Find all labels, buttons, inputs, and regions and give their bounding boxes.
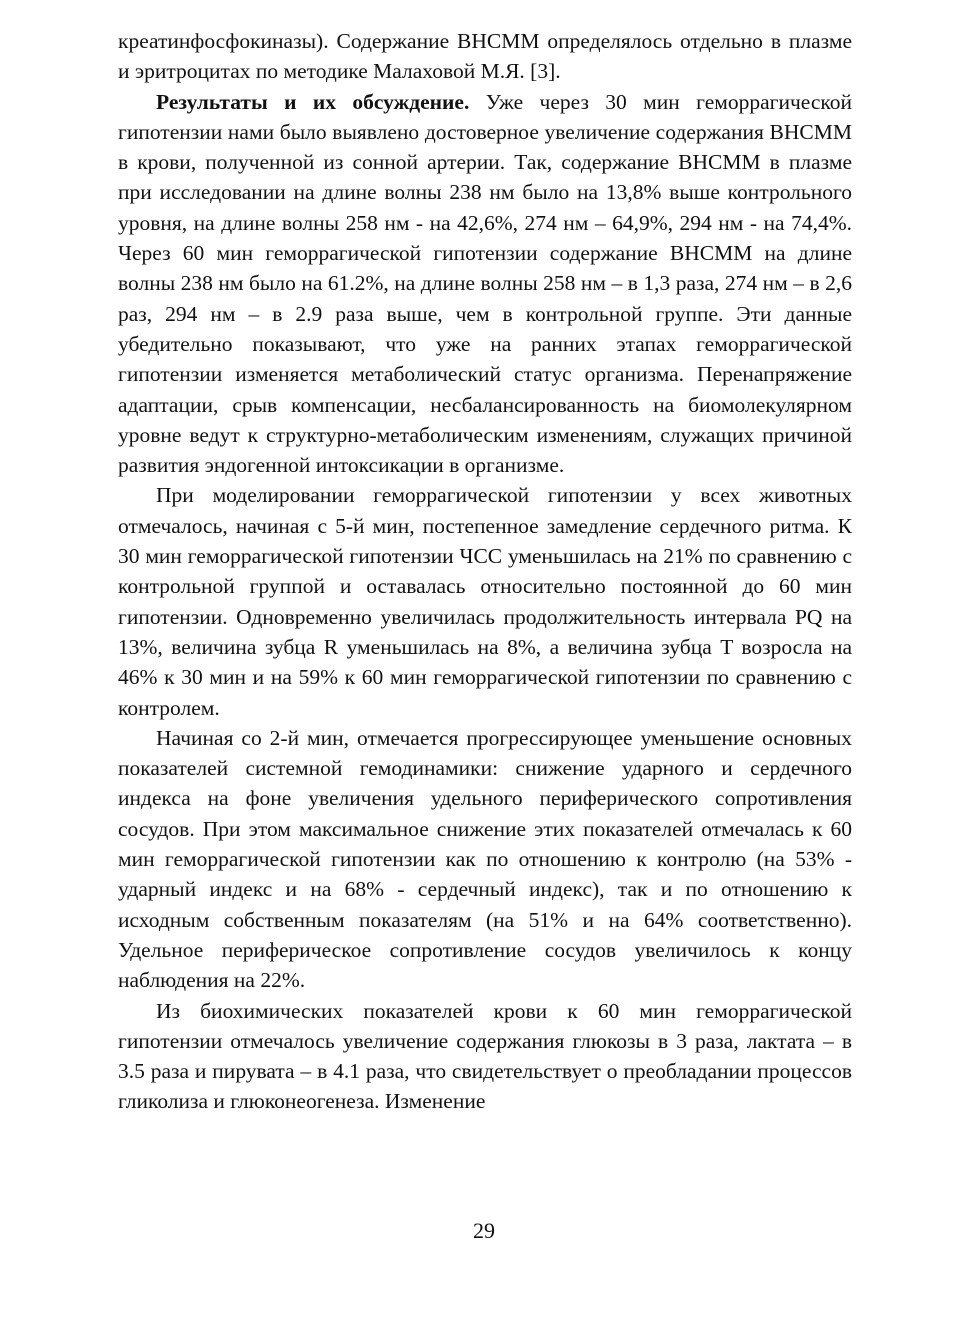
paragraph-text: Начиная со 2-й мин, отмечается прогрессирующее уменьшение основных показателей системной гемодинамики: снижение ударного и сердечного индекса на фоне увеличения удельного периферического сопротивления сосудов. При этом максимальное снижение этих показателей отмечалась к 60 мин геморрагической гипотензии как по отношению к контролю (на 53% - ударный индекс и на 68% - сердечный индекс), так и по отношению к исходным собственным показателям (на 51% и на 64% соответственно). Удельное периферическое сопротивление сосудов увеличилось к концу наблюдения на 22%. <box>118 725 852 993</box>
paragraph-text: креатинфосфокиназы). Содержание ВНСММ определялось отдельно в плазме и эритроцитах по методике Малаховой М.Я. [3]. <box>118 29 852 84</box>
paragraph-text: При моделировании геморрагической гипотензии у всех животных отмечалось, начиная с 5-й мин, постепенное замедление сердечного ритма. К 30 мин геморрагической гипотензии ЧСС уменьшилась на 21% по сравнению с контрольной группой и оставалась относительно постоянной до 60 мин гипотензии. Одновременно увеличилась продолжительность интервала PQ на 13%, величина зубца R уменьшилась на 8%, а величина зубца T возросла на 46% к 30 мин и на 59% к 60 мин геморрагической гипотензии по сравнению с контролем. <box>118 483 852 720</box>
page-number: 29 <box>473 1218 495 1243</box>
paragraph-results <box>118 87 852 481</box>
paragraph-continuation <box>118 26 852 87</box>
paragraph-biochemistry <box>118 996 852 1117</box>
paragraph-hemodynamics <box>118 723 852 996</box>
page-body <box>118 26 852 1117</box>
section-heading-results: Результаты и их обсуждение. <box>156 89 470 114</box>
paragraph-text: Из биохимических показателей крови к 60 мин геморрагической гипотензии отмечалось увеличение содержания глюкозы в 3 раза, лактата – в 3.5 раза и пирувата – в 4.1 раза, что свидетельствует о преобладании процессов гликолиза и глюконеогенеза. Изменение <box>118 998 852 1114</box>
paragraph-ecg <box>118 480 852 722</box>
paragraph-text: Уже через 30 мин геморрагической гипотензии нами было выявлено достоверное увеличение содержания ВНСММ в крови, полученной из сонной артерии. Так, содержание ВНСММ в плазме при исследовании на длине волны 238 нм было на 13,8% выше контрольного уровня, на длине волны 258 нм - на 42,6%, 274 нм – 64,9%, 294 нм - на 74,4%. Через 60 мин геморрагической гипотензии содержание ВНСММ на длине волны 238 нм было на 61.2%, на длине волны 258 нм – в 1,3 раза, 274 нм – в 2,6 раз, 294 нм – в 2.9 раза выше, чем в контрольной группе. Эти данные убедительно показывают, что уже на ранних этапах геморрагической гипотензии изменяется метаболический статус организма. Перенапряжение адаптации, срыв компенсации, несбалансированность на биомолекулярном уровне ведут к структурно-метаболическим изменениям, служащих причиной развития эндогенной интоксикации в организме. <box>118 89 853 478</box>
